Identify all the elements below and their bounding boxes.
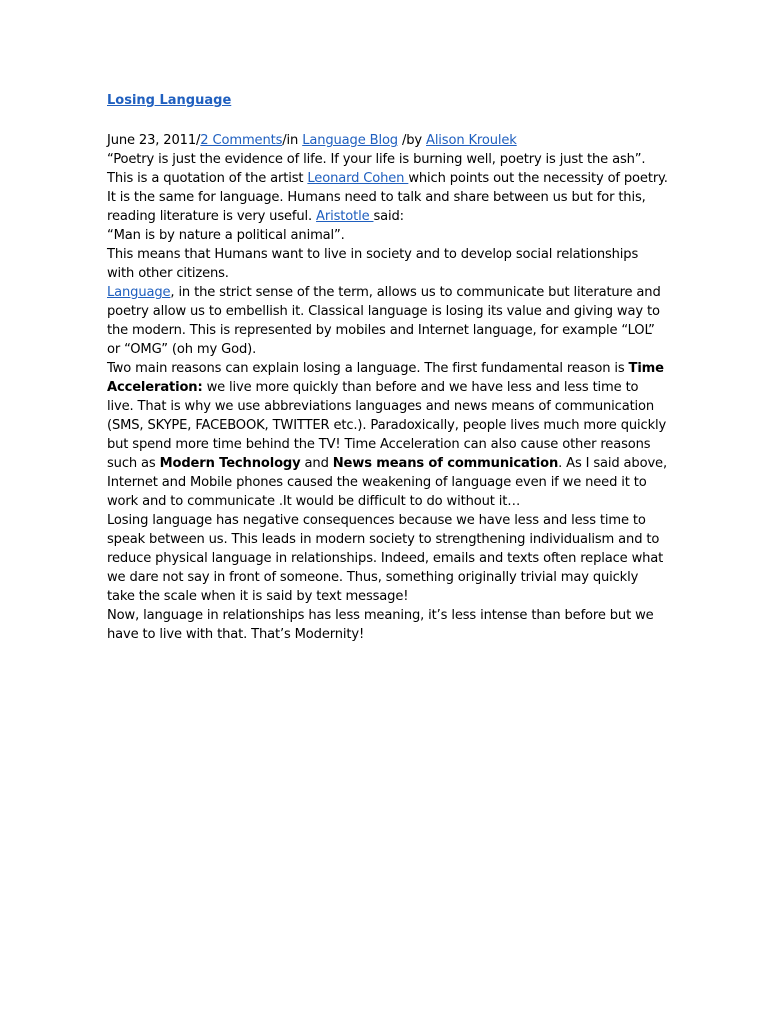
text-run: , in the strict sense of the term, allows us to communicate but literature and poetry allow us to embellish it. Classical language is losing its value and giving way to the modern. This is represented by mobiles and Internet language, for example “LOL” or “OMG” (oh my God). [107, 285, 661, 357]
text-run: . As I said above, Internet and Mobile phones caused the weakening of language even if we need it to work and to communicate .It would be difficult to do without it… [107, 456, 667, 509]
aristotle-quote: “Man is by nature a political animal”. [107, 228, 345, 243]
in-text: /in [282, 133, 303, 148]
text-run: which points out the necessity of poetry. It is the same for language. Humans need to talk and share between us but for this, reading literature is very useful. [107, 171, 668, 224]
article-title [107, 92, 668, 110]
text-run: we live more quickly than before and we have less and less time to live. That is why we use abbreviations languages and news means of communication (SMS, SKYPE, FACEBOOK, TWITTER etc.). Paradoxically, people lives much more quickly but spend more time behind the TV! Time Acceleration can also cause other reasons such as [107, 380, 667, 471]
language-link[interactable]: Language [107, 285, 171, 300]
language-paragraph [107, 283, 668, 359]
quotation-paragraph [107, 169, 668, 226]
text-run: said: [373, 209, 404, 224]
author-link[interactable]: Alison Kroulek [426, 133, 517, 148]
consequences-paragraph: Losing language has negative consequences because we have less and less time to speak between us. This leads in modern society to strengthening individualism and to reduce physical language in relationships. Indeed, emails and texts often replace what we dare not say in front of someone. Thus, something originally trivial may quickly take the scale when it is said by text message! [107, 513, 664, 604]
title-link[interactable]: Losing Language [107, 93, 232, 108]
category-link[interactable]: Language Blog [302, 133, 398, 148]
date-text: June 23, 2011/ [107, 133, 201, 148]
text-run: This is a quotation of the artist [107, 171, 308, 186]
conclusion-paragraph: Now, language in relationships has less meaning, it’s less intense than before but we have to live with that. That’s Modernity! [107, 608, 654, 642]
text-run: and [300, 456, 333, 471]
by-text: /by [397, 133, 427, 148]
bold-news-means: News means of communication [332, 456, 559, 471]
reasons-paragraph [107, 359, 668, 511]
bold-time-acceleration: Time Acceleration: [107, 361, 664, 395]
aristotle-link[interactable]: Aristotle [316, 209, 374, 224]
leonard-cohen-link[interactable]: Leonard Cohen [307, 171, 409, 186]
comments-link[interactable]: 2 Comments [200, 133, 283, 148]
post-meta [107, 131, 668, 150]
article-body [107, 131, 668, 644]
text-run: Two main reasons can explain losing a language. The first fundamental reason is [107, 361, 629, 376]
bold-modern-technology: Modern Technology [159, 456, 301, 471]
meaning-paragraph: This means that Humans want to live in society and to develop social relationships with other citizens. [107, 247, 639, 281]
quote-paragraph: “Poetry is just the evidence of life. If your life is burning well, poetry is just the ash”. [107, 152, 646, 167]
